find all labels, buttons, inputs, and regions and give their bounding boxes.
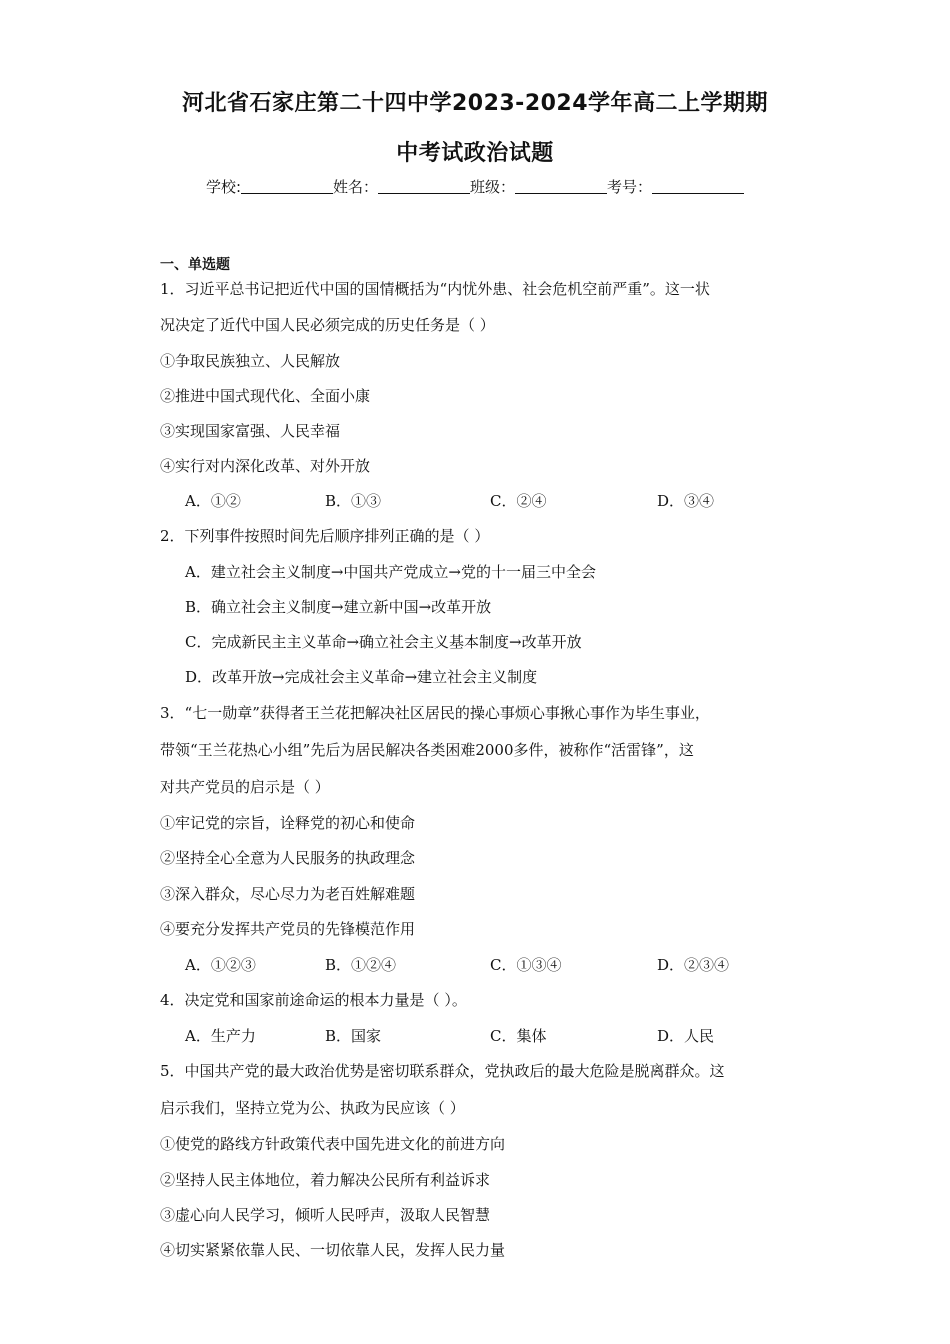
q4-option-c[interactable]: C．集体: [490, 1027, 547, 1045]
q3-option-a[interactable]: A．①②③: [185, 956, 256, 974]
q3-option-c[interactable]: C．①③④: [490, 956, 562, 974]
exam-number-blank[interactable]: [652, 179, 744, 194]
class-blank[interactable]: [515, 179, 607, 194]
name-blank[interactable]: [378, 179, 470, 194]
q1-item-3: ③实现国家富强、人民幸福: [160, 422, 341, 440]
q3-stem-line1: 3．“七一勋章”获得者王兰花把解决社区居民的操心事烦心事揪心事作为毕生事业，: [160, 704, 710, 722]
q3-item-2: ②坚持全心全意为人民服务的执政理念: [160, 849, 416, 867]
q3-item-1: ①牢记党的宗旨，诠释党的初心和使命: [160, 814, 416, 832]
q2-option-d[interactable]: D．改革开放→完成社会主义革命→建立社会主义制度: [185, 668, 538, 686]
school-blank[interactable]: [241, 179, 333, 194]
q4-option-d[interactable]: D．人民: [657, 1027, 715, 1045]
q3-stem-line3: 对共产党员的启示是（ ）: [160, 778, 330, 796]
title-line-1: 河北省石家庄第二十四中学2023-2024学年高二上学期期: [181, 91, 769, 116]
q1-item-2: ②推进中国式现代化、全面小康: [160, 387, 371, 405]
q2-option-b[interactable]: B．确立社会主义制度→建立新中国→改革开放: [185, 598, 492, 616]
q1-option-d[interactable]: D．③④: [657, 492, 715, 510]
class-label: 班级：: [470, 178, 516, 196]
q3-item-3: ③深入群众，尽心尽力为老百姓解难题: [160, 885, 416, 903]
q1-stem-line1: 1．习近平总书记把近代中国的国情概括为“内忧外患、社会危机空前严重”。这一状: [160, 280, 710, 298]
q2-stem: 2．下列事件按照时间先后顺序排列正确的是（ ）: [160, 527, 490, 545]
q4-option-a[interactable]: A．生产力: [185, 1027, 256, 1045]
q3-item-4: ④要充分发挥共产党员的先锋模范作用: [160, 920, 416, 938]
exam-number-label: 考号：: [607, 178, 653, 196]
student-info-fields: [0, 176, 950, 197]
q5-item-2: ②坚持人民主体地位，着力解决公民所有利益诉求: [160, 1171, 491, 1189]
q5-item-1: ①使党的路线方针政策代表中国先进文化的前进方向: [160, 1135, 506, 1153]
q1-option-c[interactable]: C．②④: [490, 492, 547, 510]
q5-item-3: ③虚心向人民学习，倾听人民呼声，汲取人民智慧: [160, 1206, 491, 1224]
q1-item-1: ①争取民族独立、人民解放: [160, 352, 341, 370]
section-title: 一、单选题: [160, 257, 230, 273]
q1-option-b[interactable]: B．①③: [325, 492, 382, 510]
q4-option-b[interactable]: B．国家: [325, 1027, 382, 1045]
q3-stem-line2: 带领“王兰花热心小组”先后为居民解决各类困难2000多件，被称作“活雷锋”，这: [160, 741, 694, 759]
q1-stem-line2: 况决定了近代中国人民必须完成的历史任务是（ ）: [160, 316, 495, 334]
q1-option-a[interactable]: A．①②: [185, 492, 241, 510]
q2-option-c[interactable]: C．完成新民主主义革命→确立社会主义基本制度→改革开放: [185, 633, 582, 651]
q2-option-a[interactable]: A．建立社会主义制度→中国共产党成立→党的十一届三中全会: [185, 563, 596, 581]
title-line-2: 中考试政治试题: [396, 141, 554, 166]
q4-stem: 4．决定党和国家前途命运的根本力量是（ ）。: [160, 991, 467, 1009]
q1-item-4: ④实行对内深化改革、对外开放: [160, 457, 371, 475]
q5-stem-line1: 5．中国共产党的最大政治优势是密切联系群众，党执政后的最大危险是脱离群众。这: [160, 1062, 725, 1080]
q3-option-d[interactable]: D．②③④: [657, 956, 730, 974]
q3-option-b[interactable]: B．①②④: [325, 956, 397, 974]
school-label: 学校:: [205, 178, 241, 196]
name-label: 姓名：: [333, 178, 379, 196]
q5-item-4: ④切实紧紧依靠人民、一切依靠人民，发挥人民力量: [160, 1241, 506, 1259]
q5-stem-line2: 启示我们，坚持立党为公、执政为民应该（ ）: [160, 1099, 465, 1117]
